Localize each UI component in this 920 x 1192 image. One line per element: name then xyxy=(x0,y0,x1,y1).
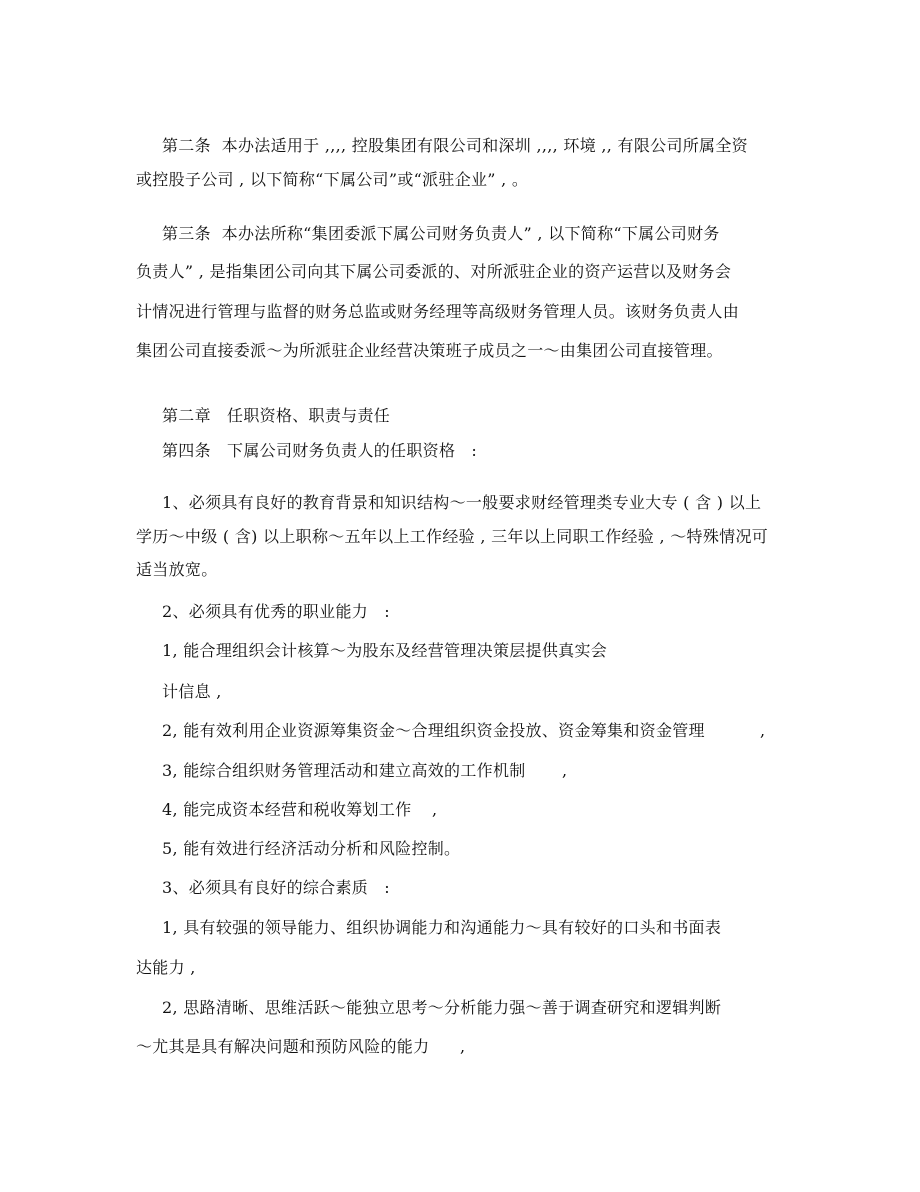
requirement-1-line-2: 学历～中级 ( 含) 以上职称～五年以上工作经验 , 三年以上同职工作经验 , ～特殊情况可 xyxy=(136,527,769,546)
requirement-3-item-1-line-1: 1, 具有较强的领导能力、组织协调能力和沟通能力～具有较好的口头和书面表 xyxy=(162,918,722,937)
requirement-2-item-5: 5, 能有效进行经济活动分析和风险控制。 xyxy=(162,839,461,858)
requirement-1-line-1: 1、必须具有良好的教育背景和知识结构～一般要求财经管理类专业大专 ( 含 ) 以上 xyxy=(162,493,762,512)
requirement-2-item-3: 3, 能综合组织财务管理活动和建立高效的工作机制 xyxy=(162,761,526,780)
article-3-line-2: 负责人” , 是指集团公司向其下属公司委派的、对所派驻企业的资产运营以及财务会 xyxy=(136,262,732,281)
requirement-3-item-1-line-2: 达能力 , xyxy=(136,958,196,977)
requirement-3-item-2-line-1: 2, 思路清晰、思维活跃～能独立思考～分析能力强～善于调查研究和逻辑判断 xyxy=(162,998,722,1017)
article-4-heading: 第四条 下属公司财务负责人的任职资格 : xyxy=(162,441,478,460)
article-2-line-1: 第二条 本办法适用于 ,,,, 控股集团有限公司和深圳 ,,,, 环境 ,, 有限公司所属全资 xyxy=(162,136,748,155)
requirement-2-item-2-comma: , xyxy=(760,721,766,740)
requirement-2-heading: 2、必须具有优秀的职业能力 : xyxy=(162,602,390,621)
requirement-2-item-2: 2, 能有效利用企业资源筹集资金～合理组织资金投放、资金筹集和资金管理 xyxy=(162,721,705,740)
requirement-3-item-2-line-2: ～尤其是具有解决问题和预防风险的能力 xyxy=(136,1037,430,1056)
requirement-2-item-3-comma: , xyxy=(562,761,568,780)
requirement-2-item-4-comma: , xyxy=(432,800,438,819)
requirement-3-item-2-comma: , xyxy=(460,1037,466,1056)
article-3-line-1: 第三条 本办法所称“集团委派下属公司财务负责人” , 以下简称“下属公司财务 xyxy=(162,224,720,243)
requirement-2-item-1-line-2: 计信息 , xyxy=(162,682,222,701)
requirement-1-line-3: 适当放宽。 xyxy=(136,560,218,579)
requirement-2-item-4: 4, 能完成资本经营和税收筹划工作 xyxy=(162,800,412,819)
chapter-2-heading: 第二章 任职资格、职责与责任 xyxy=(162,406,391,425)
article-3-line-3: 计情况进行管理与监督的财务总监或财务经理等高级财务管理人员。该财务负责人由 xyxy=(136,302,740,321)
requirement-3-heading: 3、必须具有良好的综合素质 : xyxy=(162,878,390,897)
article-2-line-2: 或控股子公司 , 以下简称“下属公司”或“派驻企业” , 。 xyxy=(136,170,529,189)
requirement-2-item-1-line-1: 1, 能合理组织会计核算～为股东及经营管理决策层提供真实会 xyxy=(162,641,608,660)
article-3-line-4: 集团公司直接委派～为所派驻企业经营决策班子成员之一～由集团公司直接管理。 xyxy=(136,341,723,360)
